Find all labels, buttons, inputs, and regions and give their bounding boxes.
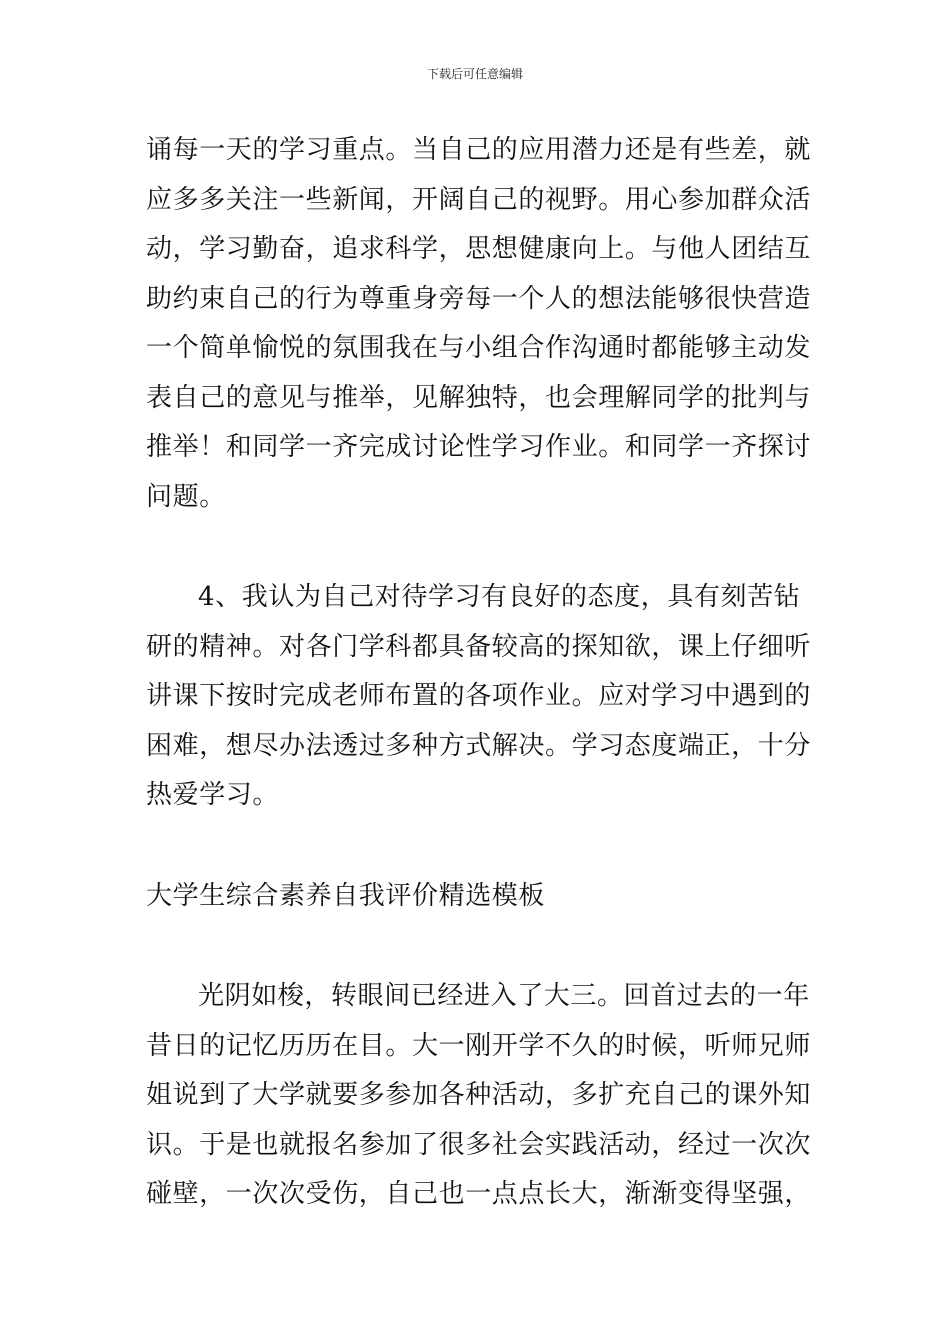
body-paragraph-3: 光阴如梭，转眼间已经进入了大三。回首过去的一年昔日的记忆历历在目。大一刚开学不久的时候，听师兄师姐说到了大学就要多参加各种活动，多扩充自己的课外知识。于是也就报名参加了很多社会实践活动，经过一次次碰壁，一次次受伤，自己也一点点长大，渐渐变得坚强， bbox=[146, 981, 812, 1209]
body-paragraph-1: 诵每一天的学习重点。当自己的应用潜力还是有些差，就应多多关注一些新闻，开阔自己的视野。用心参加群众活动，学习勤奋，追求科学，思想健康向上。与他人团结互助约束自己的行为尊重身旁每一个人的想法能够很快营造一个简单愉悦的氛围我在与小组合作沟通时都能够主动发表自己的意见与推举，见解独特，也会理解同学的批判与推举！和同学一齐完成讨论性学习作业。和同学一齐探讨问题。 bbox=[146, 135, 812, 512]
body-paragraph-2: 4、我认为自己对待学习有良好的态度，具有刻苦钻研的精神。对各门学科都具备较高的探知欲，课上仔细听讲课下按时完成老师布置的各项作业。应对学习中遇到的困难，想尽办法透过多种方式解决。学习态度端正，十分热爱学习。 bbox=[146, 582, 812, 810]
page-header-note: 下载后可任意编辑 bbox=[426, 67, 523, 81]
section-title: 大学生综合素养自我评价精选模板 bbox=[146, 880, 546, 911]
document-body bbox=[146, 126, 811, 1220]
